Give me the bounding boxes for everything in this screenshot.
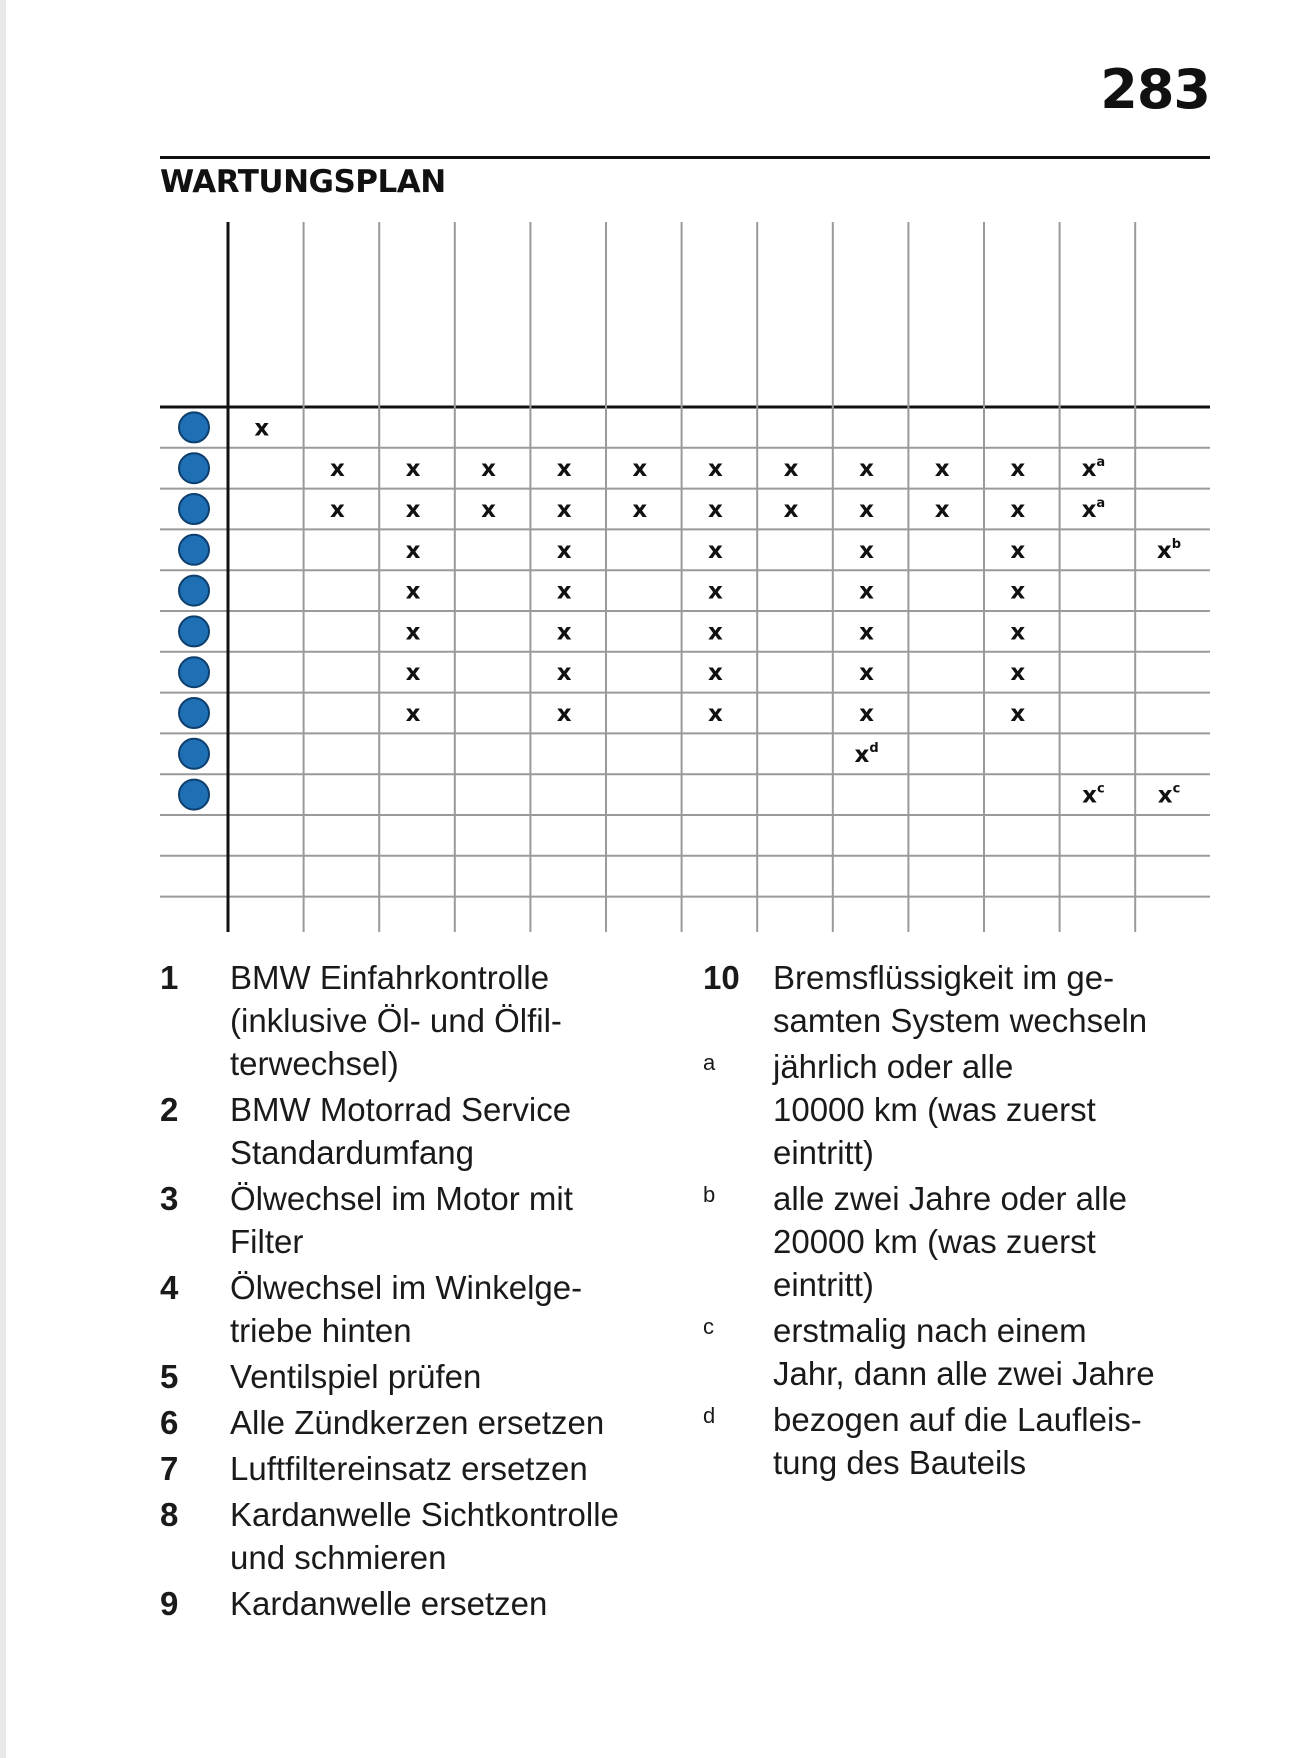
- footnote-item: [703, 1045, 1223, 1174]
- maintenance-mark: x: [783, 456, 799, 483]
- maintenance-mark: x: [934, 456, 950, 483]
- maintenance-mark: x: [859, 537, 875, 564]
- legend-text-line: und schmieren: [230, 1539, 447, 1576]
- maintenance-mark: x: [1010, 497, 1026, 523]
- legend-text-line: terwechsel): [230, 1045, 399, 1082]
- legend-text-line: samten System wechseln: [773, 1002, 1148, 1039]
- legend-item: [160, 1493, 720, 1579]
- maintenance-mark: x: [1010, 456, 1026, 483]
- maintenance-mark: x: [1010, 619, 1026, 646]
- legend-text-line: BMW Motorrad Service: [230, 1091, 572, 1128]
- maintenance-mark: x: [707, 456, 723, 483]
- maintenance-mark: $x^c$: [1157, 781, 1181, 809]
- maintenance-mark: x: [405, 660, 421, 687]
- maintenance-mark: x: [859, 456, 875, 483]
- legend-number: 4: [160, 1269, 179, 1306]
- legend-number: 10: [703, 959, 740, 996]
- maintenance-mark: x: [481, 497, 497, 523]
- maintenance-mark: x: [1010, 660, 1026, 687]
- legend-number: 7: [160, 1450, 179, 1487]
- maintenance-mark: x: [329, 456, 345, 483]
- maintenance-mark: x: [707, 537, 723, 564]
- legend-text-line: Standardumfang: [230, 1134, 475, 1171]
- legend-text-line: Luftfiltereinsatz ersetzen: [230, 1450, 588, 1487]
- page-title: WARTUNGSPLAN: [160, 164, 446, 200]
- legend-left: [160, 956, 720, 1628]
- maintenance-mark: x: [707, 578, 723, 605]
- legend-number: 1: [160, 959, 179, 996]
- row-number-badge: [179, 494, 209, 524]
- maintenance-mark: x: [556, 456, 572, 483]
- row-number-badge: [179, 616, 209, 646]
- maintenance-mark: x: [254, 415, 270, 442]
- maintenance-mark: x: [632, 497, 648, 523]
- maintenance-mark: x: [556, 537, 572, 564]
- maintenance-mark: x: [707, 497, 723, 523]
- legend-text-line: tung des Bauteils: [773, 1444, 1027, 1481]
- maintenance-mark: x: [481, 456, 497, 483]
- maintenance-mark: x: [859, 497, 875, 523]
- row-number-badge: [179, 657, 209, 687]
- legend-text-line: eintritt): [773, 1134, 874, 1171]
- maintenance-mark: x: [556, 701, 572, 727]
- maintenance-mark: x: [405, 619, 421, 646]
- row-number-badge: [179, 739, 209, 769]
- row-number-badge: [179, 453, 209, 483]
- footnote-marker: c: [703, 1314, 714, 1339]
- legend-text-line: erstmalig nach einem: [773, 1312, 1087, 1349]
- legend-text-line: Ölwechsel im Winkelge-: [230, 1269, 583, 1306]
- legend-text-line: (inklusive Öl- und Ölfil-: [230, 1002, 562, 1039]
- footnote-item: [703, 1309, 1223, 1395]
- legend-text-line: eintritt): [773, 1266, 874, 1303]
- maintenance-mark: x: [859, 619, 875, 646]
- legend-right: [703, 956, 1223, 1487]
- legend-item: [160, 1355, 720, 1398]
- footnote-item: [703, 1177, 1223, 1306]
- maintenance-mark: x: [1010, 701, 1026, 727]
- maintenance-mark: x: [405, 537, 421, 564]
- maintenance-mark: x: [329, 497, 345, 523]
- footnote-marker: b: [703, 1182, 716, 1207]
- legend-number: 9: [160, 1585, 179, 1622]
- footnote-marker: a: [703, 1050, 716, 1075]
- maintenance-mark: x: [405, 497, 421, 523]
- legend-text-line: Jahr, dann alle zwei Jahre: [773, 1355, 1155, 1392]
- maintenance-mark: x: [707, 701, 723, 727]
- maintenance-mark: x: [859, 660, 875, 687]
- legend-item: [160, 1177, 720, 1263]
- legend-text-line: Filter: [230, 1223, 304, 1260]
- legend-text-line: 10000 km (was zuerst: [773, 1091, 1096, 1128]
- maintenance-mark: x: [1010, 537, 1026, 564]
- maintenance-mark: x: [405, 701, 421, 727]
- legend-item: [160, 956, 720, 1085]
- page-number: 283: [1100, 58, 1210, 121]
- maintenance-mark: x: [783, 497, 799, 523]
- maintenance-mark: x: [632, 456, 648, 483]
- legend-text-line: Kardanwelle ersetzen: [230, 1585, 548, 1622]
- maintenance-mark: x: [707, 660, 723, 687]
- maintenance-mark: x: [859, 578, 875, 605]
- legend-text-line: Ventilspiel prüfen: [230, 1358, 482, 1395]
- maintenance-mark: x: [556, 497, 572, 523]
- row-number-badge: [179, 576, 209, 606]
- footnote-marker: d: [703, 1403, 716, 1428]
- maintenance-mark: $x^a$: [1081, 455, 1106, 483]
- maintenance-mark: $x^d$: [854, 740, 879, 768]
- maintenance-mark: x: [556, 619, 572, 646]
- footnote-item: [703, 1398, 1223, 1484]
- legend-text-line: 20000 km (was zuerst: [773, 1223, 1096, 1260]
- legend-item: [160, 1447, 720, 1490]
- row-number-badge: [179, 412, 209, 442]
- legend-text-line: Ölwechsel im Motor mit: [230, 1180, 573, 1217]
- legend-text-line: Bremsflüssigkeit im ge-: [773, 959, 1115, 996]
- legend-number: 6: [160, 1404, 179, 1441]
- legend-item: [160, 1582, 720, 1625]
- maintenance-mark: x: [556, 660, 572, 687]
- legend-text-line: jährlich oder alle: [773, 1048, 1014, 1085]
- row-number-badge: [179, 780, 209, 810]
- legend-item: [703, 956, 1223, 1042]
- legend-item: [160, 1088, 720, 1174]
- maintenance-mark: $x^c$: [1082, 781, 1105, 809]
- legend-item: [160, 1266, 720, 1352]
- maintenance-mark: x: [405, 578, 421, 605]
- legend-text-line: triebe hinten: [230, 1312, 412, 1349]
- legend-number: 2: [160, 1091, 179, 1128]
- legend-text-line: Alle Zündkerzen ersetzen: [230, 1404, 605, 1441]
- legend-text-line: bezogen auf die Laufleis-: [773, 1401, 1142, 1438]
- legend-item: [160, 1401, 720, 1444]
- maintenance-mark: x: [405, 456, 421, 483]
- maintenance-mark: x: [707, 619, 723, 646]
- maintenance-mark: $x^b$: [1156, 536, 1182, 564]
- maintenance-mark: $x^a$: [1081, 496, 1106, 523]
- legend-text-line: alle zwei Jahre oder alle: [773, 1180, 1128, 1217]
- row-number-badge: [179, 698, 209, 728]
- maintenance-mark: x: [934, 497, 950, 523]
- legend-number: 8: [160, 1496, 179, 1533]
- row-number-badge: [179, 535, 209, 565]
- maintenance-mark: x: [859, 701, 875, 727]
- maintenance-mark: x: [1010, 578, 1026, 605]
- maintenance-mark: x: [556, 578, 572, 605]
- legend-number: 3: [160, 1180, 179, 1217]
- legend-text-line: Kardanwelle Sichtkontrolle: [230, 1496, 619, 1533]
- legend-text-line: BMW Einfahrkontrolle: [230, 959, 550, 996]
- legend-number: 5: [160, 1358, 179, 1395]
